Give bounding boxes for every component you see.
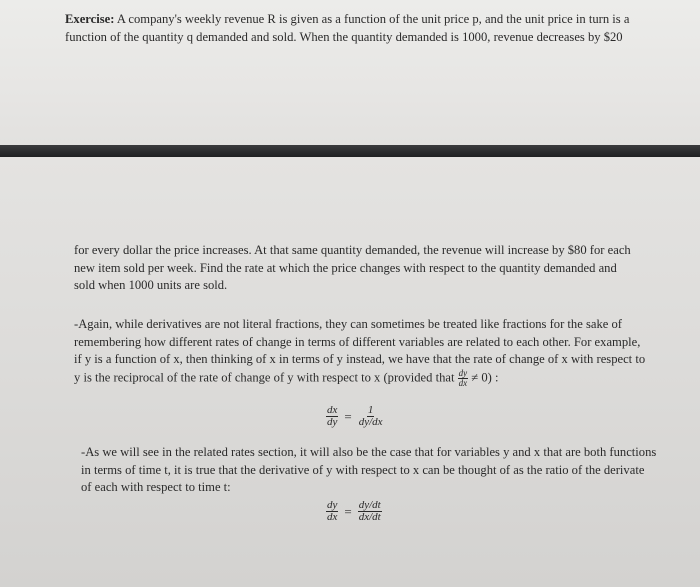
- page-divider-bar: [0, 145, 700, 157]
- exercise-paragraph: [65, 11, 629, 46]
- equation1-rhs: [358, 405, 384, 428]
- equation2-rhs-numerator: dy/dt: [358, 499, 381, 511]
- equation2-equals: =: [344, 503, 352, 519]
- equation2-lhs: [326, 500, 338, 523]
- inline-fraction-numerator: dy: [458, 367, 468, 378]
- related-line-1: -As we will see in the related rates section, it will also be the case that for variables y and x that are both functions: [81, 445, 657, 459]
- equation2-rhs: [358, 500, 382, 523]
- equation2-lhs-numerator: dy: [327, 499, 338, 511]
- equation2-rhs-denominator: dx/dt: [358, 511, 381, 523]
- equation-reciprocal: [326, 405, 384, 428]
- equation1-lhs-numerator: dx: [327, 404, 338, 416]
- exercise-label: Exercise:: [65, 12, 115, 26]
- inline-fraction-denominator: dx: [458, 377, 468, 388]
- equation1-rhs-denominator: dy/dx: [358, 416, 383, 428]
- equation1-lhs-denominator: dy: [327, 416, 338, 428]
- related-rates-paragraph: [81, 444, 656, 497]
- again-line-1: -Again, while derivatives are not literal fractions, they can sometimes be treated like fractions for the sake of: [74, 317, 622, 331]
- equation2-lhs-denominator: dx: [327, 511, 338, 523]
- again-line-2: remembering how different rates of change in terms of different variables are related to each other. For example,: [74, 334, 641, 349]
- continuation-line-1: for every dollar the price increases. At that same quantity demanded, the revenue will increase by $80 for each: [74, 243, 631, 257]
- equation1-equals: =: [344, 408, 352, 424]
- again-paragraph: [74, 316, 645, 388]
- exercise-line-2: function of the quantity q demanded and sold. When the quantity demanded is 1000, revenue decreases by $20: [65, 29, 623, 44]
- continuation-paragraph: [74, 242, 631, 295]
- again-line-4-text: y is the reciprocal of the rate of change of y with respect to x (provided that: [74, 369, 455, 384]
- related-line-3: of each with respect to time t:: [81, 480, 231, 494]
- inline-fraction-dy-dx: [458, 369, 469, 388]
- continuation-line-2: new item sold per week. Find the rate at which the price changes with respect to the quantity demanded and: [74, 260, 617, 275]
- again-line-4: [74, 369, 645, 388]
- equation1-lhs: [326, 405, 338, 428]
- equation1-rhs-numerator: 1: [367, 404, 374, 416]
- again-line-4-tail: ≠ 0) :: [468, 369, 499, 384]
- exercise-line-1-text: A company's weekly revenue R is given as a function of the unit price p, and the unit price in turn is a: [114, 12, 630, 26]
- continuation-line-3: sold when 1000 units are sold.: [74, 278, 228, 292]
- related-line-2: in terms of time t, it is true that the derivative of y with respect to x can be thought of as the ratio of the derivate: [81, 462, 645, 477]
- exercise-line-1: [65, 11, 629, 29]
- again-line-3: if y is a function of x, then thinking of x in terms of y instead, we have that the rate of change of x with respect to: [74, 352, 646, 366]
- equation-chain-ratio: [326, 500, 382, 523]
